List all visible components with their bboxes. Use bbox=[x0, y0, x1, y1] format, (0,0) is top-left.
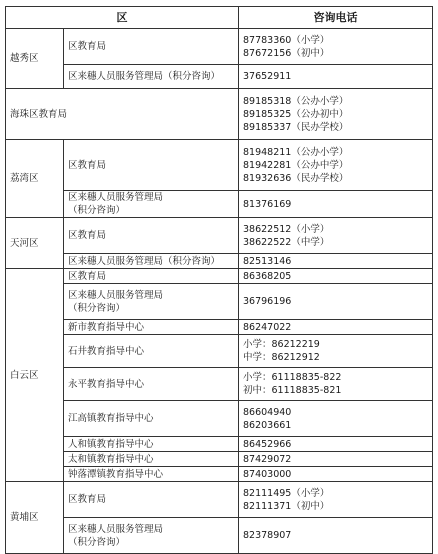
phone-cell bbox=[239, 467, 433, 482]
phone-number: 中学：86212912 bbox=[243, 352, 320, 363]
header-district: 区 bbox=[6, 7, 239, 29]
phone-cell bbox=[239, 320, 433, 335]
phone-number: 89185337（民办学校） bbox=[243, 121, 349, 133]
unit-name bbox=[64, 452, 239, 467]
table-row bbox=[6, 269, 433, 284]
unit-name bbox=[64, 191, 239, 218]
table-row bbox=[6, 284, 433, 320]
table-row bbox=[6, 482, 433, 518]
unit-name-line: 区教育局 bbox=[68, 270, 107, 282]
unit-name bbox=[64, 518, 239, 554]
unit-name-line: 新市教育指导中心 bbox=[68, 321, 145, 333]
table-row bbox=[6, 335, 433, 368]
unit-name-line: 区来穗人员服务管理局 bbox=[68, 192, 164, 203]
phone-cell bbox=[239, 482, 433, 518]
table-row bbox=[6, 320, 433, 335]
phone-cell bbox=[239, 518, 433, 554]
phone-number: 87403000 bbox=[243, 468, 292, 480]
unit-name-line: 区教育局 bbox=[68, 159, 107, 171]
district-name: 海珠区教育局 bbox=[6, 89, 239, 140]
table-row bbox=[6, 401, 433, 437]
unit-name-line: 江高镇教育指导中心 bbox=[68, 413, 154, 424]
unit-name bbox=[64, 218, 239, 254]
table-row bbox=[6, 191, 433, 218]
phone-number: 89185325（公办初中） bbox=[243, 108, 349, 120]
unit-name bbox=[64, 320, 239, 335]
unit-name-line: （积分咨询） bbox=[68, 302, 126, 314]
table-row bbox=[6, 254, 433, 269]
phone-cell bbox=[239, 335, 433, 368]
phone-number: 86368205 bbox=[243, 270, 292, 282]
table-row bbox=[6, 368, 433, 401]
district-name: 白云区 bbox=[6, 269, 64, 482]
table-row bbox=[6, 140, 433, 191]
phone-number: 89185318（公办小学） bbox=[243, 95, 349, 107]
unit-name-line: 永平教育指导中心 bbox=[68, 378, 145, 390]
phone-number: 初中：61118835-821 bbox=[243, 385, 342, 396]
unit-name-line: 石井教育指导中心 bbox=[68, 345, 145, 357]
table-row bbox=[6, 29, 433, 65]
table-body bbox=[6, 29, 433, 554]
unit-name-line: 钟落潭镇教育指导中心 bbox=[68, 468, 164, 480]
table-row bbox=[6, 467, 433, 482]
phone-number: 37652911 bbox=[243, 71, 292, 82]
phone-number: 86247022 bbox=[243, 321, 292, 333]
unit-name-line: （积分咨询） bbox=[68, 205, 126, 216]
phone-number: 87783360（小学） bbox=[243, 34, 330, 46]
phone-cell bbox=[239, 368, 433, 401]
unit-name-line: 区教育局 bbox=[68, 41, 107, 52]
phone-cell bbox=[239, 89, 433, 140]
phone-number: 38622512（小学） bbox=[243, 223, 330, 235]
phone-number: 38622522（中学） bbox=[243, 236, 330, 248]
unit-name bbox=[64, 65, 239, 89]
phone-number: 87429072 bbox=[243, 453, 292, 465]
phone-cell bbox=[239, 29, 433, 65]
phone-number: 81932636（民办学校） bbox=[243, 172, 349, 184]
table-row bbox=[6, 89, 433, 140]
phone-number: 86452966 bbox=[243, 438, 292, 450]
phone-number: 82513146 bbox=[243, 255, 292, 267]
unit-name-line: 人和镇教育指导中心 bbox=[68, 438, 154, 450]
unit-name bbox=[64, 269, 239, 284]
unit-name bbox=[64, 401, 239, 437]
phone-cell bbox=[239, 254, 433, 269]
unit-name bbox=[64, 254, 239, 269]
phone-cell bbox=[239, 191, 433, 218]
unit-name-line: 区教育局 bbox=[68, 230, 107, 241]
district-name: 黄埔区 bbox=[6, 482, 64, 554]
phone-number: 82378907 bbox=[243, 530, 292, 541]
table-row bbox=[6, 65, 433, 89]
phone-cell bbox=[239, 452, 433, 467]
phone-number: 82111371（初中） bbox=[243, 500, 330, 512]
phone-number: 81942281（公办中学） bbox=[243, 159, 349, 171]
table-header-row bbox=[6, 7, 433, 29]
phone-number: 87672156（初中） bbox=[243, 47, 330, 59]
unit-name bbox=[64, 437, 239, 452]
header-phone: 咨询电话 bbox=[239, 7, 433, 29]
district-name: 天河区 bbox=[6, 218, 64, 269]
phone-cell bbox=[239, 218, 433, 254]
phone-cell bbox=[239, 269, 433, 284]
phone-number: 81948211（公办小学） bbox=[243, 146, 349, 158]
phone-number: 86604940 bbox=[243, 406, 292, 418]
unit-name-line: 区来穗人员服务管理局（积分咨询） bbox=[68, 71, 221, 82]
unit-name bbox=[64, 482, 239, 518]
phone-number: 86203661 bbox=[243, 419, 292, 431]
unit-name bbox=[64, 29, 239, 65]
contact-table bbox=[5, 6, 433, 554]
phone-number: 小学：61118835-822 bbox=[243, 372, 342, 383]
unit-name-line: 太和镇教育指导中心 bbox=[68, 453, 154, 465]
phone-number: 小学：86212219 bbox=[243, 339, 320, 350]
unit-name bbox=[64, 284, 239, 320]
table-row bbox=[6, 218, 433, 254]
table-row bbox=[6, 452, 433, 467]
unit-name bbox=[64, 335, 239, 368]
phone-number: 81376169 bbox=[243, 198, 292, 210]
unit-name bbox=[64, 140, 239, 191]
unit-name bbox=[64, 467, 239, 482]
district-name: 荔湾区 bbox=[6, 140, 64, 218]
phone-cell bbox=[239, 401, 433, 437]
district-name: 越秀区 bbox=[6, 29, 64, 89]
phone-cell bbox=[239, 140, 433, 191]
phone-cell bbox=[239, 437, 433, 452]
unit-name bbox=[64, 368, 239, 401]
phone-cell bbox=[239, 65, 433, 89]
phone-number: 36796196 bbox=[243, 296, 292, 307]
unit-name-line: 区教育局 bbox=[68, 494, 107, 505]
unit-name-line: 区来穗人员服务管理局 bbox=[68, 523, 164, 535]
unit-name-line: 区来穗人员服务管理局 bbox=[68, 289, 164, 301]
phone-cell bbox=[239, 284, 433, 320]
unit-name-line: 区来穗人员服务管理局（积分咨询） bbox=[68, 255, 221, 267]
table-row bbox=[6, 518, 433, 554]
unit-name-line: （积分咨询） bbox=[68, 536, 126, 548]
phone-number: 82111495（小学） bbox=[243, 487, 330, 499]
table-row bbox=[6, 437, 433, 452]
